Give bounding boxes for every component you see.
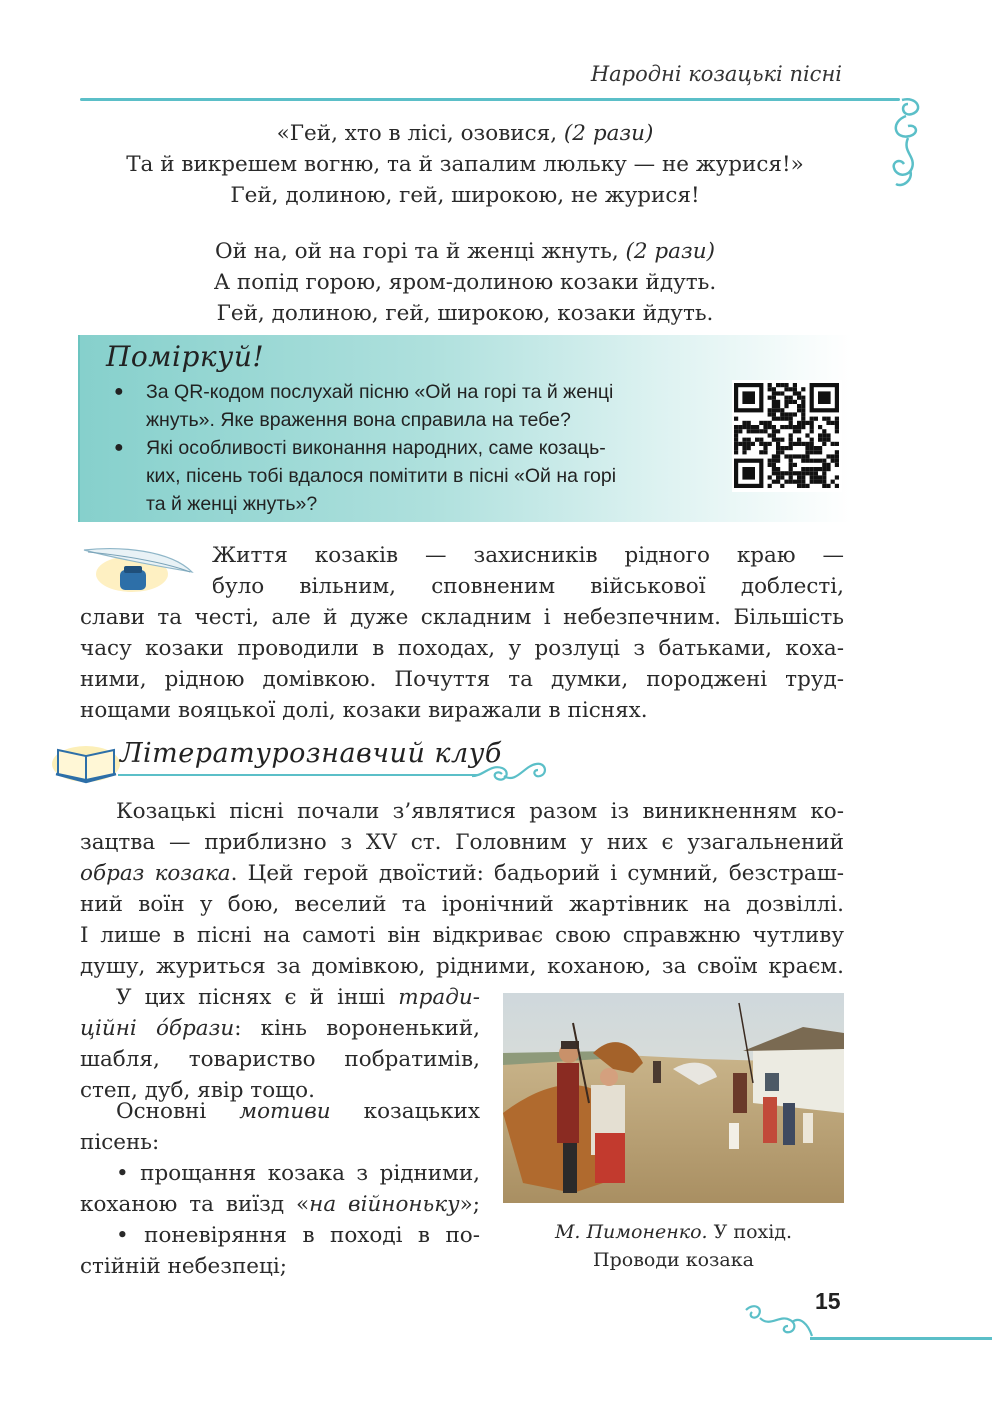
painting-image <box>503 993 844 1203</box>
list-item: коханою та виїзд «на війноньку»; <box>80 1192 480 1217</box>
open-book-icon <box>52 740 122 784</box>
poem-line: Гей, долиною, гей, широкою, не журися! <box>230 183 700 208</box>
quill-inkwell-icon <box>80 542 200 602</box>
images-paragraph: У цих піснях є й інші тради- ційні óбрази: кінь вороненький, шабля, товариство побратимів, степ, дуб, явір тощо. <box>80 985 480 1103</box>
footer-rule <box>810 1337 992 1340</box>
club-heading: Літературознавчий клуб <box>120 738 502 769</box>
intro-paragraph: слави та честі, але й дуже складним і небезпечним. Більшість часу козаки проводили в походах, у розлуці з батьками, коха- ними, рідною домівкою. Почуття та думки, породжені труд- нощами вояцької долі, козаки виражали в піснях. <box>80 605 844 723</box>
poem-line: «Гей, хто в лісі, озовися, (2 рази) <box>276 121 654 146</box>
club-paragraph: Козацькі пісні почали з’являтися разом із виникненням ко- зацтва — приблизно з XV ст. Головним у них є узагальнений образ козака. Цей герой двоїстий: бадьорий і сумний, безстраш- ний воїн у бою, веселий та іронічний жартівник на дозвіллі. І лише в пісні на самоті він відкриває свою справжню чутливу душу, журиться за домівкою, рідними, коханою, за своїм краєм. <box>80 799 844 979</box>
qr-code-icon[interactable] <box>732 380 842 492</box>
header-rule <box>80 98 900 101</box>
think-item: ● За QR-кодом послухай пісню «Ой на горі та й женці жнуть». Яке враження вона справила на тебе? <box>120 378 720 434</box>
swirl-ornament-icon <box>470 756 550 790</box>
swirl-ornament-icon <box>872 92 932 197</box>
poem-stanza-2 <box>80 236 850 329</box>
poem-line: Ой на, ой на горі та й женці жнуть, (2 рази) <box>215 239 715 264</box>
motifs-paragraph: Основні мотиви козацьких пісень: <box>80 1099 480 1155</box>
poem-line: Та й викрешем вогню, та й запалим люльку — не журися!» <box>126 152 804 177</box>
running-header: Народні козацькі пісні <box>590 62 842 86</box>
think-box-title: Поміркуй! <box>106 340 265 373</box>
painting-caption: М. Пимоненко. У похід. Проводи козака <box>554 1221 793 1271</box>
motif-list <box>80 1158 480 1282</box>
poem-line: А попід горою, яром-долиною козаки йдуть. <box>213 270 717 295</box>
think-item: ● Які особливості виконання народних, саме козаць- ких, пісень тобі вдалося помітити в пісні «Ой на горі та й женці жнуть»? <box>120 434 720 518</box>
intro-paragraph-top: Життя козаків — захисників рідного краю — було вільним, сповненим військової доблесті, <box>212 543 844 599</box>
swirl-ornament-icon <box>740 1294 820 1340</box>
poem-stanza-1 <box>80 118 850 211</box>
club-heading-rule <box>118 774 478 776</box>
bullet-icon: ● <box>114 439 124 456</box>
bullet-icon: ● <box>114 383 124 400</box>
list-item: • прощання козака з рідними, <box>116 1161 480 1186</box>
poem-line: Гей, долиною, гей, широкою, козаки йдуть. <box>216 301 714 326</box>
page-number: 15 <box>815 1288 841 1314</box>
list-item: стійній небезпеці; <box>80 1254 287 1279</box>
list-item: • поневіряння в поході в по- <box>116 1223 480 1248</box>
